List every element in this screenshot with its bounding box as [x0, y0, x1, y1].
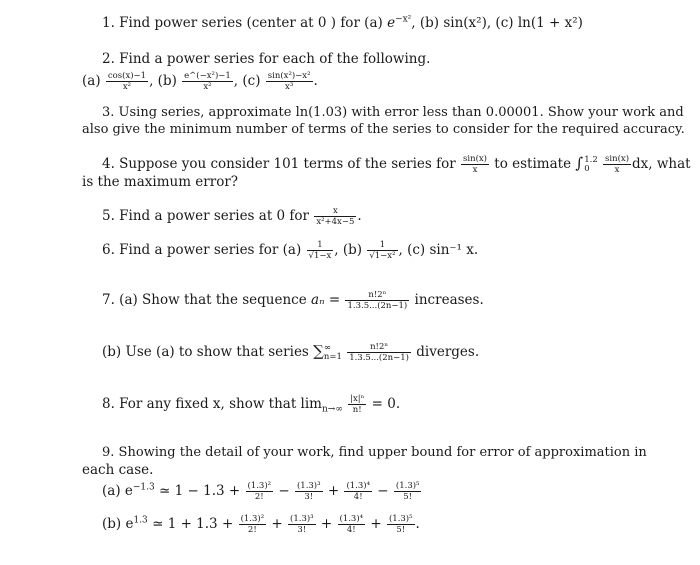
- problem-9b-op-3: +: [370, 516, 382, 532]
- problem-9b-label: (b) e: [102, 516, 134, 532]
- problem-9b-term-4: [387, 514, 415, 535]
- problem-6: [102, 240, 478, 261]
- problem-8-text: 8. For any fixed x, show that lim: [102, 396, 322, 412]
- problem-2-label-b: , (b): [149, 73, 177, 89]
- problem-7b-frac-den: 1.3.5...(2n−1): [349, 353, 409, 363]
- problem-9b-term-2-num: (1.3)³: [290, 514, 314, 524]
- problem-7a-end: increases.: [414, 292, 484, 308]
- problem-9b: [102, 514, 420, 535]
- problem-2-end: .: [313, 73, 318, 89]
- problem-9a-exp: −1.3: [132, 482, 155, 493]
- problem-8-lim-sub: n→∞: [322, 404, 343, 415]
- problem-9a-term-4-den: 5!: [403, 492, 413, 502]
- problem-2-frac-b-den: x²: [203, 82, 212, 92]
- problem-9a-term-4-num: (1.3)⁵: [395, 481, 420, 491]
- problem-5: [102, 206, 362, 227]
- problem-4-line-2: [82, 173, 238, 191]
- problem-9a-term-2-den: 3!: [304, 492, 314, 502]
- problem-5-frac-den: x²+4x−5: [316, 217, 355, 227]
- problem-2-frac-c: [266, 71, 313, 92]
- problem-8-frac: [348, 394, 366, 415]
- problem-4-integral: ∫: [575, 154, 584, 172]
- problem-2-parts: [82, 71, 318, 92]
- problem-7b-sum: ∑: [313, 342, 324, 360]
- problem-4-text-b: to estimate: [494, 156, 572, 172]
- problem-9a-op-2: +: [327, 483, 340, 499]
- problem-4-text-a: 4. Suppose you consider 101 terms of the series for: [102, 156, 456, 172]
- problem-4-frac-num: sin(x): [463, 154, 487, 164]
- problem-4-frac-den: x: [472, 165, 478, 175]
- problem-2-title: [102, 50, 430, 68]
- problem-9a-mid: ≃ 1 − 1.3 +: [159, 483, 241, 499]
- problem-9a-op-1: −: [278, 483, 290, 499]
- problem-1-text-b: , (b) sin(x²), (c) ln(1 + x²): [411, 15, 583, 31]
- problem-5-text: 5. Find a power series at 0 for: [102, 208, 310, 224]
- problem-9b-term-4-den: 5!: [396, 525, 406, 535]
- problem-4-frac: [461, 154, 489, 175]
- problem-9a-term-2-num: (1.3)³: [296, 481, 321, 491]
- problem-9a-term-1-num: (1.3)²: [247, 481, 272, 491]
- problem-9b-mid: ≃ 1 + 1.3 +: [152, 516, 234, 532]
- problem-2-label-a: (a): [82, 73, 101, 89]
- problem-9b-term-2: [288, 514, 316, 535]
- problem-9-line-2: [82, 461, 153, 479]
- problem-3-line-2: [82, 121, 685, 139]
- problem-9b-term-1-num: (1.3)²: [240, 514, 265, 524]
- problem-6-frac-a: [307, 240, 334, 261]
- problem-2-frac-a-den: x²: [122, 82, 132, 92]
- problem-1: [102, 14, 583, 32]
- problem-4-frac-2: [603, 154, 631, 175]
- problem-9b-term-3-den: 4!: [346, 525, 356, 535]
- problem-5-end: .: [357, 208, 362, 224]
- problem-8-end: = 0.: [371, 396, 401, 412]
- problem-6-frac-a-den: √1−x: [308, 251, 332, 261]
- problem-9-line-1-text: 9. Showing the detail of your work, find upper bound for error of approximation in: [102, 445, 647, 460]
- problem-4-line-2-text: is the maximum error?: [82, 174, 239, 190]
- problem-2-frac-a: [106, 71, 148, 92]
- problem-3-line-1: [102, 104, 684, 122]
- problem-4-line-1: [102, 154, 691, 175]
- problem-7b-frac: [347, 342, 411, 363]
- problem-9b-term-1-den: 2!: [247, 525, 257, 535]
- problem-8-frac-den: n!: [352, 405, 362, 415]
- problem-9b-exp: 1.3: [133, 515, 148, 526]
- problem-9a-term-3: [344, 481, 372, 502]
- problem-6-frac-b-den: √1−x²: [369, 251, 396, 261]
- problem-2-label-c: , (c): [233, 73, 261, 89]
- problem-7a-frac-num: n!2ⁿ: [345, 290, 409, 301]
- problem-2-frac-a-num: cos(x)−1: [107, 71, 147, 81]
- problem-4-frac-2-num: sin(x): [605, 154, 630, 164]
- problem-9a-term-1-den: 2!: [254, 492, 264, 502]
- problem-7a-text: 7. (a) Show that the sequence: [102, 292, 307, 308]
- problem-4-lower: 0: [584, 163, 590, 174]
- problem-7a-frac: [345, 290, 409, 311]
- problem-9b-end: .: [415, 516, 420, 532]
- problem-7a-frac-den: 1.3.5...(2n−1): [347, 301, 408, 311]
- problem-9a-op-3: −: [377, 483, 389, 499]
- problem-9a-term-3-num: (1.3)⁴: [346, 481, 370, 491]
- problem-7b-frac-num: n!2ⁿ: [347, 342, 411, 353]
- problem-9-line-2-text: each case.: [82, 462, 154, 478]
- problem-6-frac-b-num: 1: [367, 240, 397, 251]
- problem-4-text-c: dx, what: [632, 156, 691, 172]
- problem-2-frac-b: [182, 71, 233, 92]
- problem-2-title-text: 2. Find a power series for each of the following.: [102, 51, 431, 67]
- problem-6-label-c: , (c) sin⁻¹ x.: [398, 242, 479, 258]
- problem-7b: [102, 342, 479, 363]
- problem-9b-term-4-num: (1.3)⁵: [388, 514, 413, 524]
- problem-4-frac-2-den: x: [614, 165, 620, 175]
- problem-1-e-exp: −x²: [395, 14, 412, 25]
- problem-9a-label: (a) e: [102, 483, 133, 499]
- problem-2-frac-c-num: sin(x²)−x²: [267, 71, 311, 81]
- problem-9-line-1: [102, 444, 647, 462]
- problem-7b-text: (b) Use (a) to show that series: [102, 344, 309, 360]
- problem-7b-end: diverges.: [416, 344, 480, 360]
- problem-9a-term-1: [246, 481, 274, 502]
- problem-6-frac-b: [367, 240, 397, 261]
- problem-1-e-base: e: [387, 15, 396, 31]
- problem-5-frac: [314, 206, 356, 227]
- problem-9b-op-1: +: [271, 516, 283, 532]
- problem-9b-term-3: [338, 514, 366, 535]
- problem-9a: [102, 481, 422, 502]
- problem-9b-term-1: [239, 514, 267, 535]
- problem-7a: [102, 290, 484, 311]
- problem-4-upper: 1.2: [584, 154, 598, 165]
- problem-5-frac-num: x: [314, 206, 356, 217]
- problem-6-label-b: , (b): [334, 242, 363, 258]
- problem-6-frac-a-num: 1: [307, 240, 334, 251]
- problem-9a-term-4: [394, 481, 422, 502]
- problem-9b-term-3-num: (1.3)⁴: [339, 514, 364, 524]
- problem-3-line-1-text: 3. Using series, approximate ln(1.03) with error less than 0.00001. Show your work and: [102, 105, 684, 120]
- problem-2-frac-c-den: x³: [285, 82, 294, 92]
- problem-7a-seq: aₙ =: [311, 292, 341, 308]
- problem-8-frac-num: |x|ⁿ: [350, 394, 365, 404]
- problem-3-line-2-text: also give the minimum number of terms of the series to consider for the required accuracy.: [82, 122, 685, 137]
- problem-7b-sum-upper: ∞: [323, 342, 331, 353]
- problem-8: [102, 394, 400, 415]
- problem-9b-term-2-den: 3!: [297, 525, 307, 535]
- problem-9a-term-2: [295, 481, 323, 502]
- problem-9b-op-2: +: [320, 516, 333, 532]
- problem-2-frac-b-num: e^(−x²)−1: [184, 71, 231, 81]
- problem-1-text-a: 1. Find power series (center at 0 ) for (a): [102, 15, 388, 31]
- problem-9a-term-3-den: 4!: [353, 492, 363, 502]
- problem-6-text: 6. Find a power series for (a): [102, 242, 302, 258]
- problem-7b-sum-lower: n=1: [323, 351, 342, 362]
